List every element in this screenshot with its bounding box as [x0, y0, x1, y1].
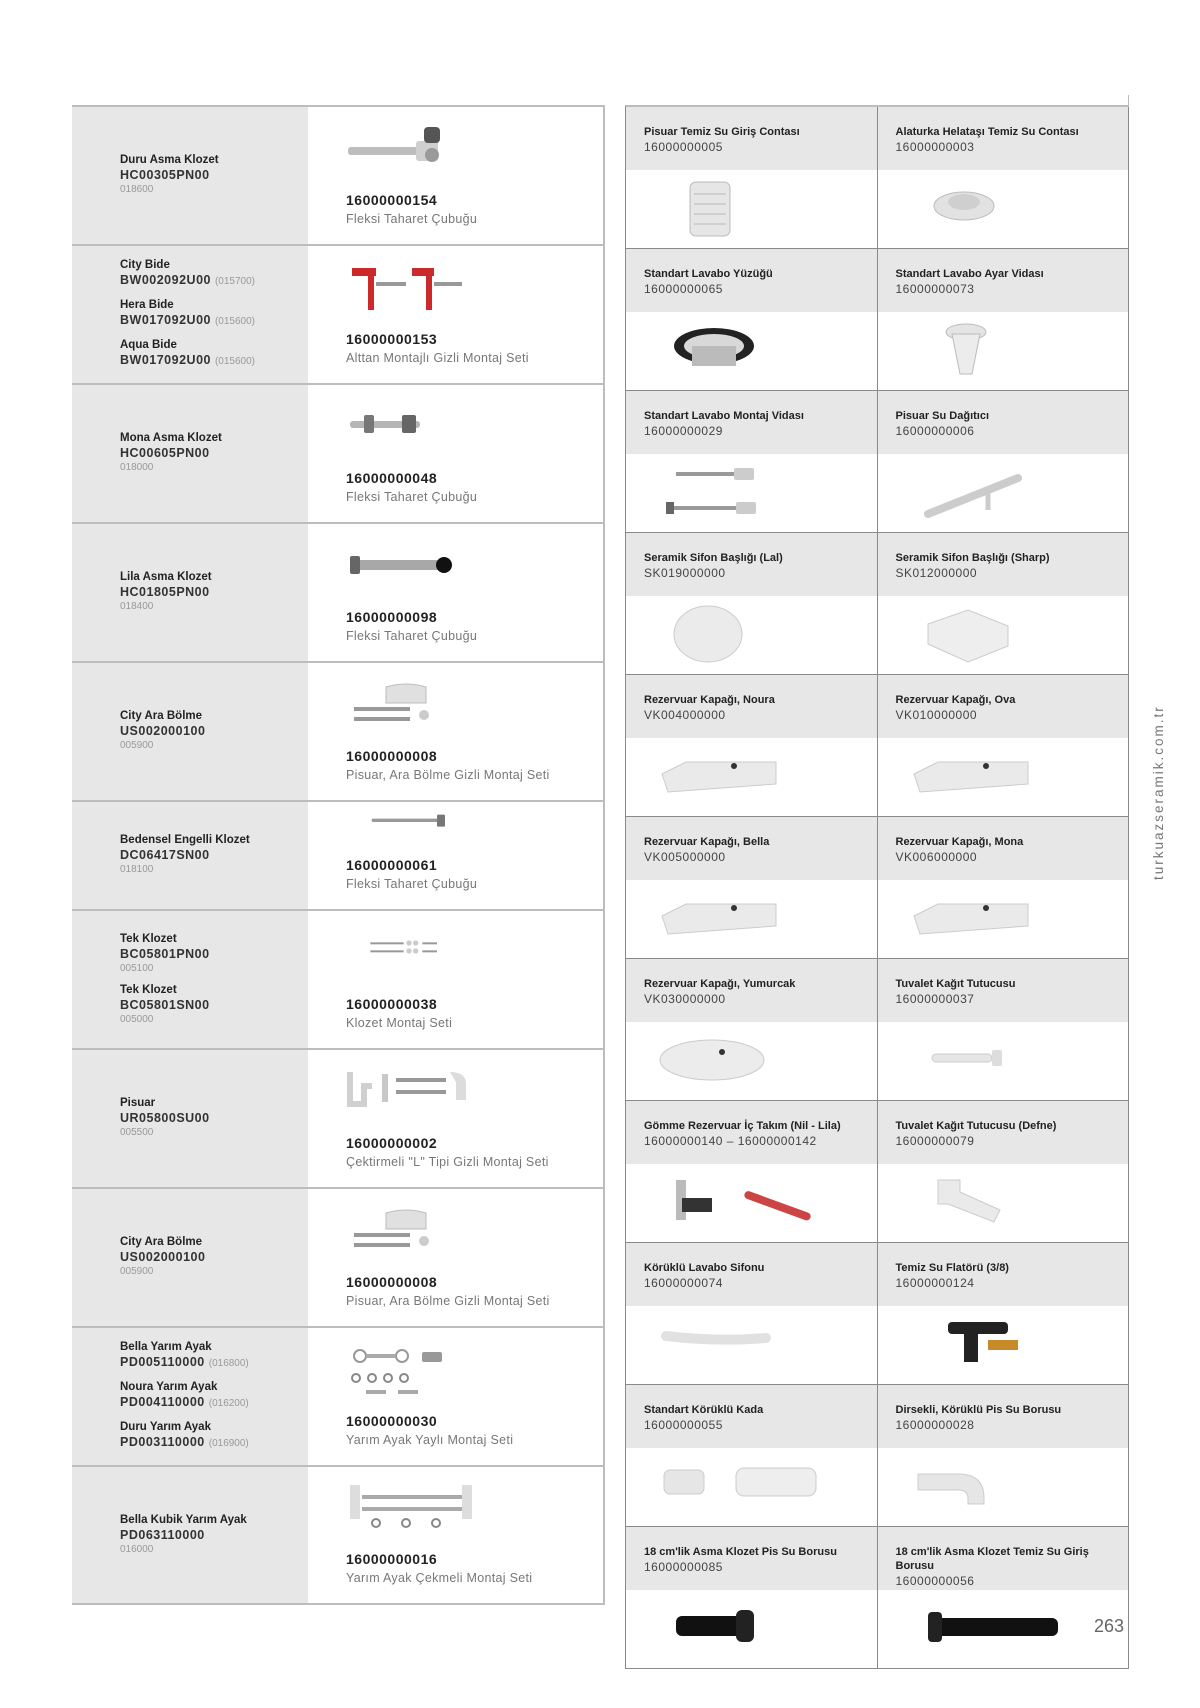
part-code: 16000000016 [346, 1551, 438, 1567]
part-card-header [878, 959, 1129, 1022]
part-card-header [626, 1243, 877, 1306]
product-cell [72, 1050, 308, 1187]
part-card-header [878, 391, 1129, 454]
product-code: PD004110000 (016200) [120, 1394, 249, 1409]
product-subcode: 005100 [120, 962, 154, 974]
part-image [626, 1306, 877, 1384]
table-row [72, 1050, 605, 1189]
table-row [72, 107, 605, 246]
table-row [72, 385, 605, 524]
part-cell [308, 663, 605, 800]
part-title: Dirsekli, Körüklü Pis Su Borusu [895, 1404, 1062, 1416]
part-image [878, 170, 1129, 248]
part-code: 16000000048 [346, 470, 438, 486]
part-card-header [626, 107, 877, 170]
part-card [878, 1101, 1130, 1242]
part-cell [308, 107, 605, 244]
product-name: Tek Klozet [120, 983, 177, 996]
part-code: VK030000000 [644, 992, 726, 1006]
part-code: VK004000000 [644, 708, 726, 722]
part-title: Tuvalet Kağıt Tutucusu (Defne) [895, 1120, 1057, 1132]
table-row [72, 1467, 605, 1605]
product-entry [120, 1340, 308, 1372]
product-code: BC05801SN00 [120, 997, 210, 1012]
part-card [626, 817, 878, 958]
part-code: 16000000008 [346, 1274, 438, 1290]
part-image [878, 1164, 1129, 1242]
part-cell [308, 1189, 605, 1326]
product-code: BC05801PN00 [120, 946, 210, 961]
part-card-header [626, 1101, 877, 1164]
inlet-pipe-icon [908, 1596, 1098, 1662]
part-cell [308, 1467, 605, 1603]
product-entry [120, 709, 308, 752]
part-card [878, 675, 1130, 816]
part-card [878, 391, 1130, 532]
part-code: 16000000074 [644, 1276, 723, 1290]
product-entry [120, 153, 308, 196]
part-description: Alttan Montajlı Gizli Montaj Seti [346, 351, 529, 365]
part-code: 16000000005 [644, 140, 723, 154]
tank-lid-icon [656, 744, 846, 810]
page-number: 263 [1094, 1616, 1125, 1636]
product-code: BW002092U00 (015700) [120, 272, 255, 287]
part-cell [308, 911, 605, 1048]
part-title: Alaturka Helataşı Temiz Su Contası [895, 126, 1079, 138]
part-image [878, 596, 1129, 674]
product-code: PD005110000 (016800) [120, 1354, 249, 1369]
product-cell [72, 385, 308, 522]
part-code: 16000000079 [895, 1134, 975, 1148]
part-cell [308, 802, 605, 909]
part-card-header [878, 1385, 1129, 1448]
part-title: Rezervuar Kapağı, Yumurcak [644, 978, 796, 990]
product-cell [72, 802, 308, 909]
part-card-header [878, 249, 1129, 312]
part-card [626, 249, 878, 390]
product-name: Bella Yarım Ayak [120, 1340, 212, 1353]
part-description: Fleksi Taharet Çubuğu [346, 490, 478, 504]
part-title: Standart Lavabo Montaj Vidası [644, 410, 804, 422]
product-code: US002000100 [120, 724, 206, 738]
part-title: 18 cm'lik Asma Klozet Temiz Su Giriş Borusu [895, 1546, 1089, 1572]
pull-mount-set-icon [346, 1481, 476, 1541]
product-entry [120, 932, 308, 975]
grid-row [626, 1243, 1129, 1385]
part-image [878, 880, 1129, 958]
part-card [626, 1243, 878, 1384]
part-title: 18 cm'lik Asma Klozet Pis Su Borusu [644, 1546, 837, 1558]
product-entry [120, 1235, 308, 1278]
part-code: 16000000085 [644, 1560, 723, 1574]
part-image [878, 1590, 1129, 1668]
compatibility-table [72, 105, 605, 1605]
part-image [626, 312, 877, 390]
waste-pipe-icon [656, 1596, 846, 1662]
part-description: Çektirmeli "L" Tipi Gizli Montaj Seti [346, 1155, 549, 1169]
part-title: Tuvalet Kağıt Tutucusu [895, 978, 1016, 990]
cistern-fittings-icon [656, 1170, 846, 1236]
product-code: UR05800SU00 [120, 1111, 210, 1125]
part-title: Seramik Sifon Başlığı (Sharp) [895, 552, 1050, 564]
product-subcode: 018000 [120, 462, 154, 473]
product-name: City Ara Bölme [120, 1236, 203, 1248]
part-description: Yarım Ayak Yaylı Montaj Seti [346, 1433, 514, 1447]
product-name: Hera Bide [120, 298, 174, 311]
part-description: Pisuar, Ara Bölme Gizli Montaj Seti [346, 1294, 550, 1308]
part-card [626, 1527, 878, 1668]
part-card [878, 249, 1130, 390]
part-description: Fleksi Taharet Çubuğu [346, 629, 478, 643]
paper-holder-bracket-icon [908, 1170, 1098, 1236]
part-code: 16000000002 [346, 1135, 438, 1151]
product-subcode: 018600 [120, 184, 154, 195]
part-description: Yarım Ayak Çekmeli Montaj Seti [346, 1571, 533, 1585]
part-code: 16000000124 [895, 1276, 975, 1290]
bolt-set-icon [346, 937, 476, 977]
flexible-bidet-hose-icon [346, 121, 476, 181]
concealed-mounting-set-icon [346, 260, 476, 320]
part-image [626, 170, 877, 248]
part-card [878, 1527, 1130, 1668]
fill-valve-icon [908, 1312, 1098, 1378]
part-code: 16000000154 [346, 192, 438, 208]
website-url: turkuazseramik.com.tr [1151, 705, 1166, 880]
product-subcode: 018100 [120, 864, 154, 875]
table-row [72, 524, 605, 663]
part-card [626, 391, 878, 532]
part-code: 16000000003 [895, 140, 975, 154]
product-subcode: 005900 [120, 1266, 154, 1277]
product-subcode: 018400 [120, 601, 154, 612]
product-code: PD003110000 (016900) [120, 1434, 249, 1449]
part-card [626, 959, 878, 1100]
grid-row [626, 959, 1129, 1101]
product-name: Duru Asma Klozet [120, 154, 219, 166]
product-name: Bedensel Engelli Klozet [120, 834, 250, 846]
product-subcode: 005000 [120, 1013, 154, 1025]
part-title: Temiz Su Flatörü (3/8) [895, 1262, 1009, 1274]
product-entry [120, 833, 308, 876]
product-subcode: 005900 [120, 740, 154, 751]
product-cell [72, 1328, 308, 1465]
product-entry [120, 983, 308, 1026]
part-image [626, 596, 877, 674]
tank-lid-icon [656, 886, 846, 952]
part-code: VK005000000 [644, 850, 726, 864]
part-title: Rezervuar Kapağı, Mona [895, 836, 1024, 848]
product-code: HC01805PN00 [120, 585, 210, 599]
spring-mount-set-icon [346, 1342, 476, 1402]
part-code: 16000000061 [346, 857, 438, 873]
part-card-header [626, 675, 877, 738]
adjustment-screw-icon [908, 318, 1098, 384]
bellows-pipe-icon [656, 1454, 846, 1520]
product-name: Bella Kubik Yarım Ayak [120, 1513, 247, 1526]
part-code: 16000000029 [644, 424, 723, 438]
part-cell [308, 524, 605, 661]
product-entry [120, 570, 308, 613]
part-title: Rezervuar Kapağı, Ova [895, 694, 1016, 706]
grid-row [626, 1101, 1129, 1243]
product-entry [120, 338, 308, 370]
part-title: Pisuar Temiz Su Giriş Contası [644, 126, 800, 138]
product-cell [72, 911, 308, 1048]
part-code: 16000000065 [644, 282, 723, 296]
part-title: Standart Lavabo Ayar Vidası [895, 268, 1044, 280]
part-card-header [626, 1527, 877, 1590]
part-image [878, 1448, 1129, 1526]
part-code: VK010000000 [895, 708, 978, 722]
part-card [626, 107, 878, 248]
part-cell [308, 1050, 605, 1187]
part-image [878, 454, 1129, 532]
product-subcode: 005500 [120, 1127, 154, 1138]
table-row [72, 663, 605, 802]
part-code: 16000000055 [644, 1418, 723, 1432]
product-name: Duru Yarım Ayak [120, 1420, 211, 1433]
part-cell [308, 385, 605, 522]
grid-row [626, 675, 1129, 817]
product-name: City Bide [120, 258, 170, 271]
bracket-set-icon [346, 677, 476, 737]
part-card-header [878, 817, 1129, 880]
flexible-bidet-hose-icon [346, 538, 476, 598]
part-code: 16000000038 [346, 996, 438, 1012]
part-title: Standart Lavabo Yüzüğü [644, 268, 773, 280]
product-code: HC00605PN00 [120, 446, 210, 460]
part-card [626, 1385, 878, 1526]
part-card [626, 675, 878, 816]
flexible-bidet-hose-icon [346, 399, 476, 459]
grid-row [626, 817, 1129, 959]
part-code: 16000000098 [346, 609, 438, 625]
part-image [878, 312, 1129, 390]
part-image [626, 1448, 877, 1526]
water-spreader-icon [908, 460, 1098, 526]
product-entry [120, 1096, 308, 1139]
part-image [626, 1590, 877, 1668]
part-card [878, 817, 1130, 958]
part-title: Seramik Sifon Başlığı (Lal) [644, 552, 783, 564]
product-name: Noura Yarım Ayak [120, 1380, 218, 1393]
part-card [878, 1243, 1130, 1384]
product-cell [72, 524, 308, 661]
part-code: SK012000000 [895, 566, 978, 580]
grid-row [626, 1527, 1129, 1669]
part-image [626, 1164, 877, 1242]
part-code: 16000000006 [895, 424, 975, 438]
part-code: 16000000030 [346, 1413, 438, 1429]
part-image [626, 1022, 877, 1100]
part-card-header [878, 1527, 1129, 1590]
part-title: Körüklü Lavabo Sifonu [644, 1262, 765, 1274]
part-title: Standart Körüklü Kada [644, 1404, 764, 1416]
part-image [626, 454, 877, 532]
part-code: 16000000028 [895, 1418, 975, 1432]
part-title: Rezervuar Kapağı, Bella [644, 836, 770, 848]
product-entry [120, 1380, 308, 1412]
table-row [72, 1328, 605, 1467]
part-image [878, 1306, 1129, 1384]
flexible-bidet-hose-icon [346, 812, 476, 852]
part-card-header [878, 107, 1129, 170]
part-image [626, 738, 877, 816]
part-code: SK019000000 [644, 566, 726, 580]
oval-tank-lid-icon [656, 1028, 846, 1094]
part-card-header [626, 249, 877, 312]
product-code: BW017092U00 (015600) [120, 312, 255, 327]
part-card [878, 1385, 1130, 1526]
product-code: DC06417SN00 [120, 848, 210, 862]
product-name: Pisuar [120, 1097, 156, 1109]
table-row [72, 1189, 605, 1328]
part-card [878, 959, 1130, 1100]
part-card-header [626, 391, 877, 454]
part-card [626, 1101, 878, 1242]
product-entry [120, 1420, 308, 1452]
part-cell [308, 1328, 605, 1465]
elbow-pipe-icon [908, 1454, 1098, 1520]
product-entry [120, 1513, 308, 1556]
mounting-screw-icon [656, 460, 846, 526]
product-code: HC00305PN00 [120, 168, 210, 182]
product-subcode: 016000 [120, 1543, 154, 1555]
product-cell [72, 663, 308, 800]
part-code: 16000000153 [346, 331, 438, 347]
part-code: 16000000056 [895, 1574, 975, 1588]
product-cell [72, 1189, 308, 1326]
part-code: 16000000037 [895, 992, 975, 1006]
part-card-header [626, 533, 877, 596]
part-card [878, 533, 1130, 674]
squat-toilet-gasket-icon [908, 176, 1098, 242]
urinal-gasket-icon [656, 176, 846, 242]
product-name: Mona Asma Klozet [120, 432, 222, 444]
part-description: Klozet Montaj Seti [346, 1016, 453, 1030]
basin-ring-icon [656, 318, 846, 384]
part-title: Gömme Rezervuar İç Takım (Nil - Lila) [644, 1120, 841, 1132]
tank-lid-icon [908, 744, 1098, 810]
product-cell [72, 246, 308, 383]
product-entry [120, 258, 308, 290]
part-code: VK006000000 [895, 850, 978, 864]
paper-holder-icon [908, 1028, 1098, 1094]
product-entry [120, 298, 308, 330]
product-name: Aqua Bide [120, 338, 177, 351]
part-image [878, 738, 1129, 816]
part-card [626, 533, 878, 674]
bracket-set-icon [346, 1203, 476, 1263]
part-card-header [626, 817, 877, 880]
l-bracket-set-icon [346, 1064, 476, 1124]
grid-row [626, 107, 1129, 249]
part-image [878, 1022, 1129, 1100]
table-row [72, 802, 605, 911]
part-title: Pisuar Su Dağıtıcı [895, 410, 990, 422]
product-code: US002000100 [120, 1250, 206, 1264]
part-description: Pisuar, Ara Bölme Gizli Montaj Seti [346, 768, 550, 782]
part-code: 16000000073 [895, 282, 975, 296]
grid-row [626, 391, 1129, 533]
product-name: City Ara Bölme [120, 710, 203, 722]
round-siphon-cap-icon [656, 602, 846, 668]
part-title: Rezervuar Kapağı, Noura [644, 694, 775, 706]
product-code: BW017092U00 (015600) [120, 352, 255, 367]
part-image [626, 880, 877, 958]
tank-lid-icon [908, 886, 1098, 952]
product-name: Tek Klozet [120, 932, 177, 945]
table-row [72, 246, 605, 385]
part-card-header [626, 1385, 877, 1448]
part-card-header [878, 1101, 1129, 1164]
bellows-siphon-icon [656, 1312, 846, 1378]
spare-parts-grid [625, 105, 1129, 1669]
part-card-header [878, 675, 1129, 738]
part-card-header [626, 959, 877, 1022]
part-code: 16000000140 – 16000000142 [644, 1134, 817, 1148]
table-row [72, 911, 605, 1050]
product-name: Lila Asma Klozet [120, 571, 212, 583]
part-description: Fleksi Taharet Çubuğu [346, 212, 478, 226]
grid-row [626, 249, 1129, 391]
part-cell [308, 246, 605, 383]
square-siphon-cap-icon [908, 602, 1098, 668]
product-cell [72, 1467, 308, 1603]
part-card [878, 107, 1130, 248]
part-description: Fleksi Taharet Çubuğu [346, 877, 478, 891]
grid-row [626, 1385, 1129, 1527]
product-code: PD063110000 [120, 1527, 205, 1542]
grid-row [626, 533, 1129, 675]
product-cell [72, 107, 308, 244]
part-code: 16000000008 [346, 748, 438, 764]
product-entry [120, 431, 308, 474]
part-card-header [878, 1243, 1129, 1306]
part-card-header [878, 533, 1129, 596]
